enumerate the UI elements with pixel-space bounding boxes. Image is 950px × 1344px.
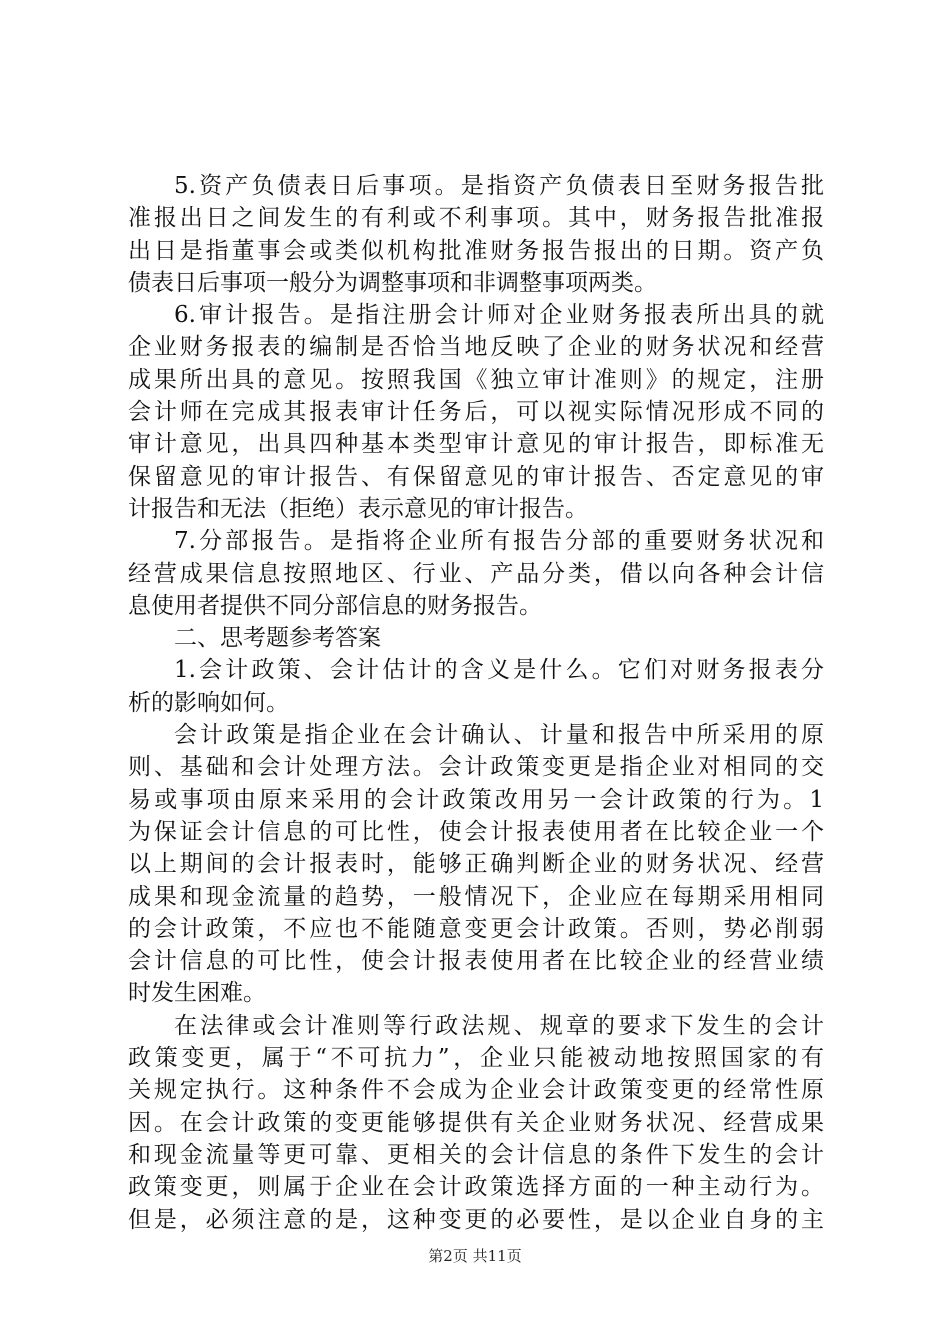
- text-line: 7.分部报告。是指将企业所有报告分部的重要财务状况和: [174, 528, 824, 555]
- text-line: 成果和现金流量的趋势，一般情况下，企业应在每期采用相同: [128, 883, 824, 910]
- paragraph: [128, 525, 824, 622]
- text-line: 企业财务报表的编制是否恰当地反映了企业的财务状况和经营: [128, 334, 824, 361]
- paragraph: [128, 654, 824, 719]
- text-line: 为保证会计信息的可比性，使会计报表使用者在比较企业一个: [128, 818, 824, 845]
- text-line: 审计意见，出具四种基本类型审计意见的审计报告，即标准无: [128, 431, 824, 458]
- text-line: 1.会计政策、会计估计的含义是什么。它们对财务报表分: [174, 657, 824, 684]
- text-line: 会计政策是指企业在会计确认、计量和报告中所采用的原: [174, 722, 824, 749]
- page-number: 第2页 共11页: [428, 1247, 522, 1265]
- text-line: 经营成果信息按照地区、行业、产品分类，借以向各种会计信: [128, 560, 824, 587]
- paragraph: [128, 622, 824, 654]
- text-line: 因。在会计政策的变更能够提供有关企业财务状况、经营成果: [128, 1109, 824, 1136]
- text-line: 会计师在完成其报表审计任务后，可以视实际情况形成不同的: [128, 399, 824, 426]
- text-line: 但是，必须注意的是，这种变更的必要性，是以企业自身的主: [128, 1206, 824, 1233]
- text-line: 关规定执行。这种条件不会成为企业会计政策变更的经常性原: [128, 1077, 824, 1104]
- text-line: 会计信息的可比性，使会计报表使用者在比较企业的经营业绩: [128, 948, 824, 975]
- text-line: 以上期间的会计报表时，能够正确判断企业的财务状况、经营: [128, 851, 824, 878]
- paragraph: [128, 299, 824, 525]
- text-line: 成果所出具的意见。按照我国《独立审计准则》的规定，注册: [128, 366, 824, 393]
- text-line: 和现金流量等更可靠、更相关的会计信息的条件下发生的会计: [128, 1141, 824, 1168]
- text-line: 息使用者提供不同分部信息的财务报告。: [128, 592, 542, 619]
- text-line: 计报告和无法（拒绝）表示意见的审计报告。: [128, 495, 588, 522]
- paragraph: [128, 719, 824, 1010]
- document-body: [128, 170, 824, 1236]
- text-line: 5.资产负债表日后事项。是指资产负债表日至财务报告批: [174, 173, 824, 199]
- text-line: 在法律或会计准则等行政法规、规章的要求下发生的会计: [174, 1012, 824, 1039]
- page-footer: [0, 1246, 950, 1266]
- text-line: 的会计政策，不应也不能随意变更会计政策。否则，势必削弱: [128, 915, 824, 942]
- paragraph: [128, 170, 824, 299]
- text-line: 保留意见的审计报告、有保留意见的审计报告、否定意见的审: [128, 463, 824, 490]
- text-line: 析的影响如何。: [128, 689, 289, 716]
- text-line: 6.审计报告。是指注册会计师对企业财务报表所出具的就: [174, 302, 824, 329]
- text-line: 债表日后事项一般分为调整事项和非调整事项两类。: [128, 269, 657, 296]
- text-line: 则、基础和会计处理方法。会计政策变更是指企业对相同的交: [128, 754, 824, 781]
- text-line: 二、思考题参考答案: [174, 625, 381, 652]
- text-line: 政策变更，属于“不可抗力”，企业只能被动地按照国家的有: [128, 1045, 824, 1072]
- text-line: 易或事项由原来采用的会计政策改用另一会计政策的行为。1: [128, 786, 824, 813]
- text-line: 准报出日之间发生的有利或不利事项。其中，财务报告批准报: [128, 205, 824, 232]
- paragraph: [128, 1010, 824, 1236]
- text-line: 时发生困难。: [128, 980, 266, 1007]
- text-line: 政策变更，则属于企业在会计政策选择方面的一种主动行为。: [128, 1174, 824, 1201]
- text-line: 出日是指董事会或类似机构批准财务报告报出的日期。资产负: [128, 237, 824, 264]
